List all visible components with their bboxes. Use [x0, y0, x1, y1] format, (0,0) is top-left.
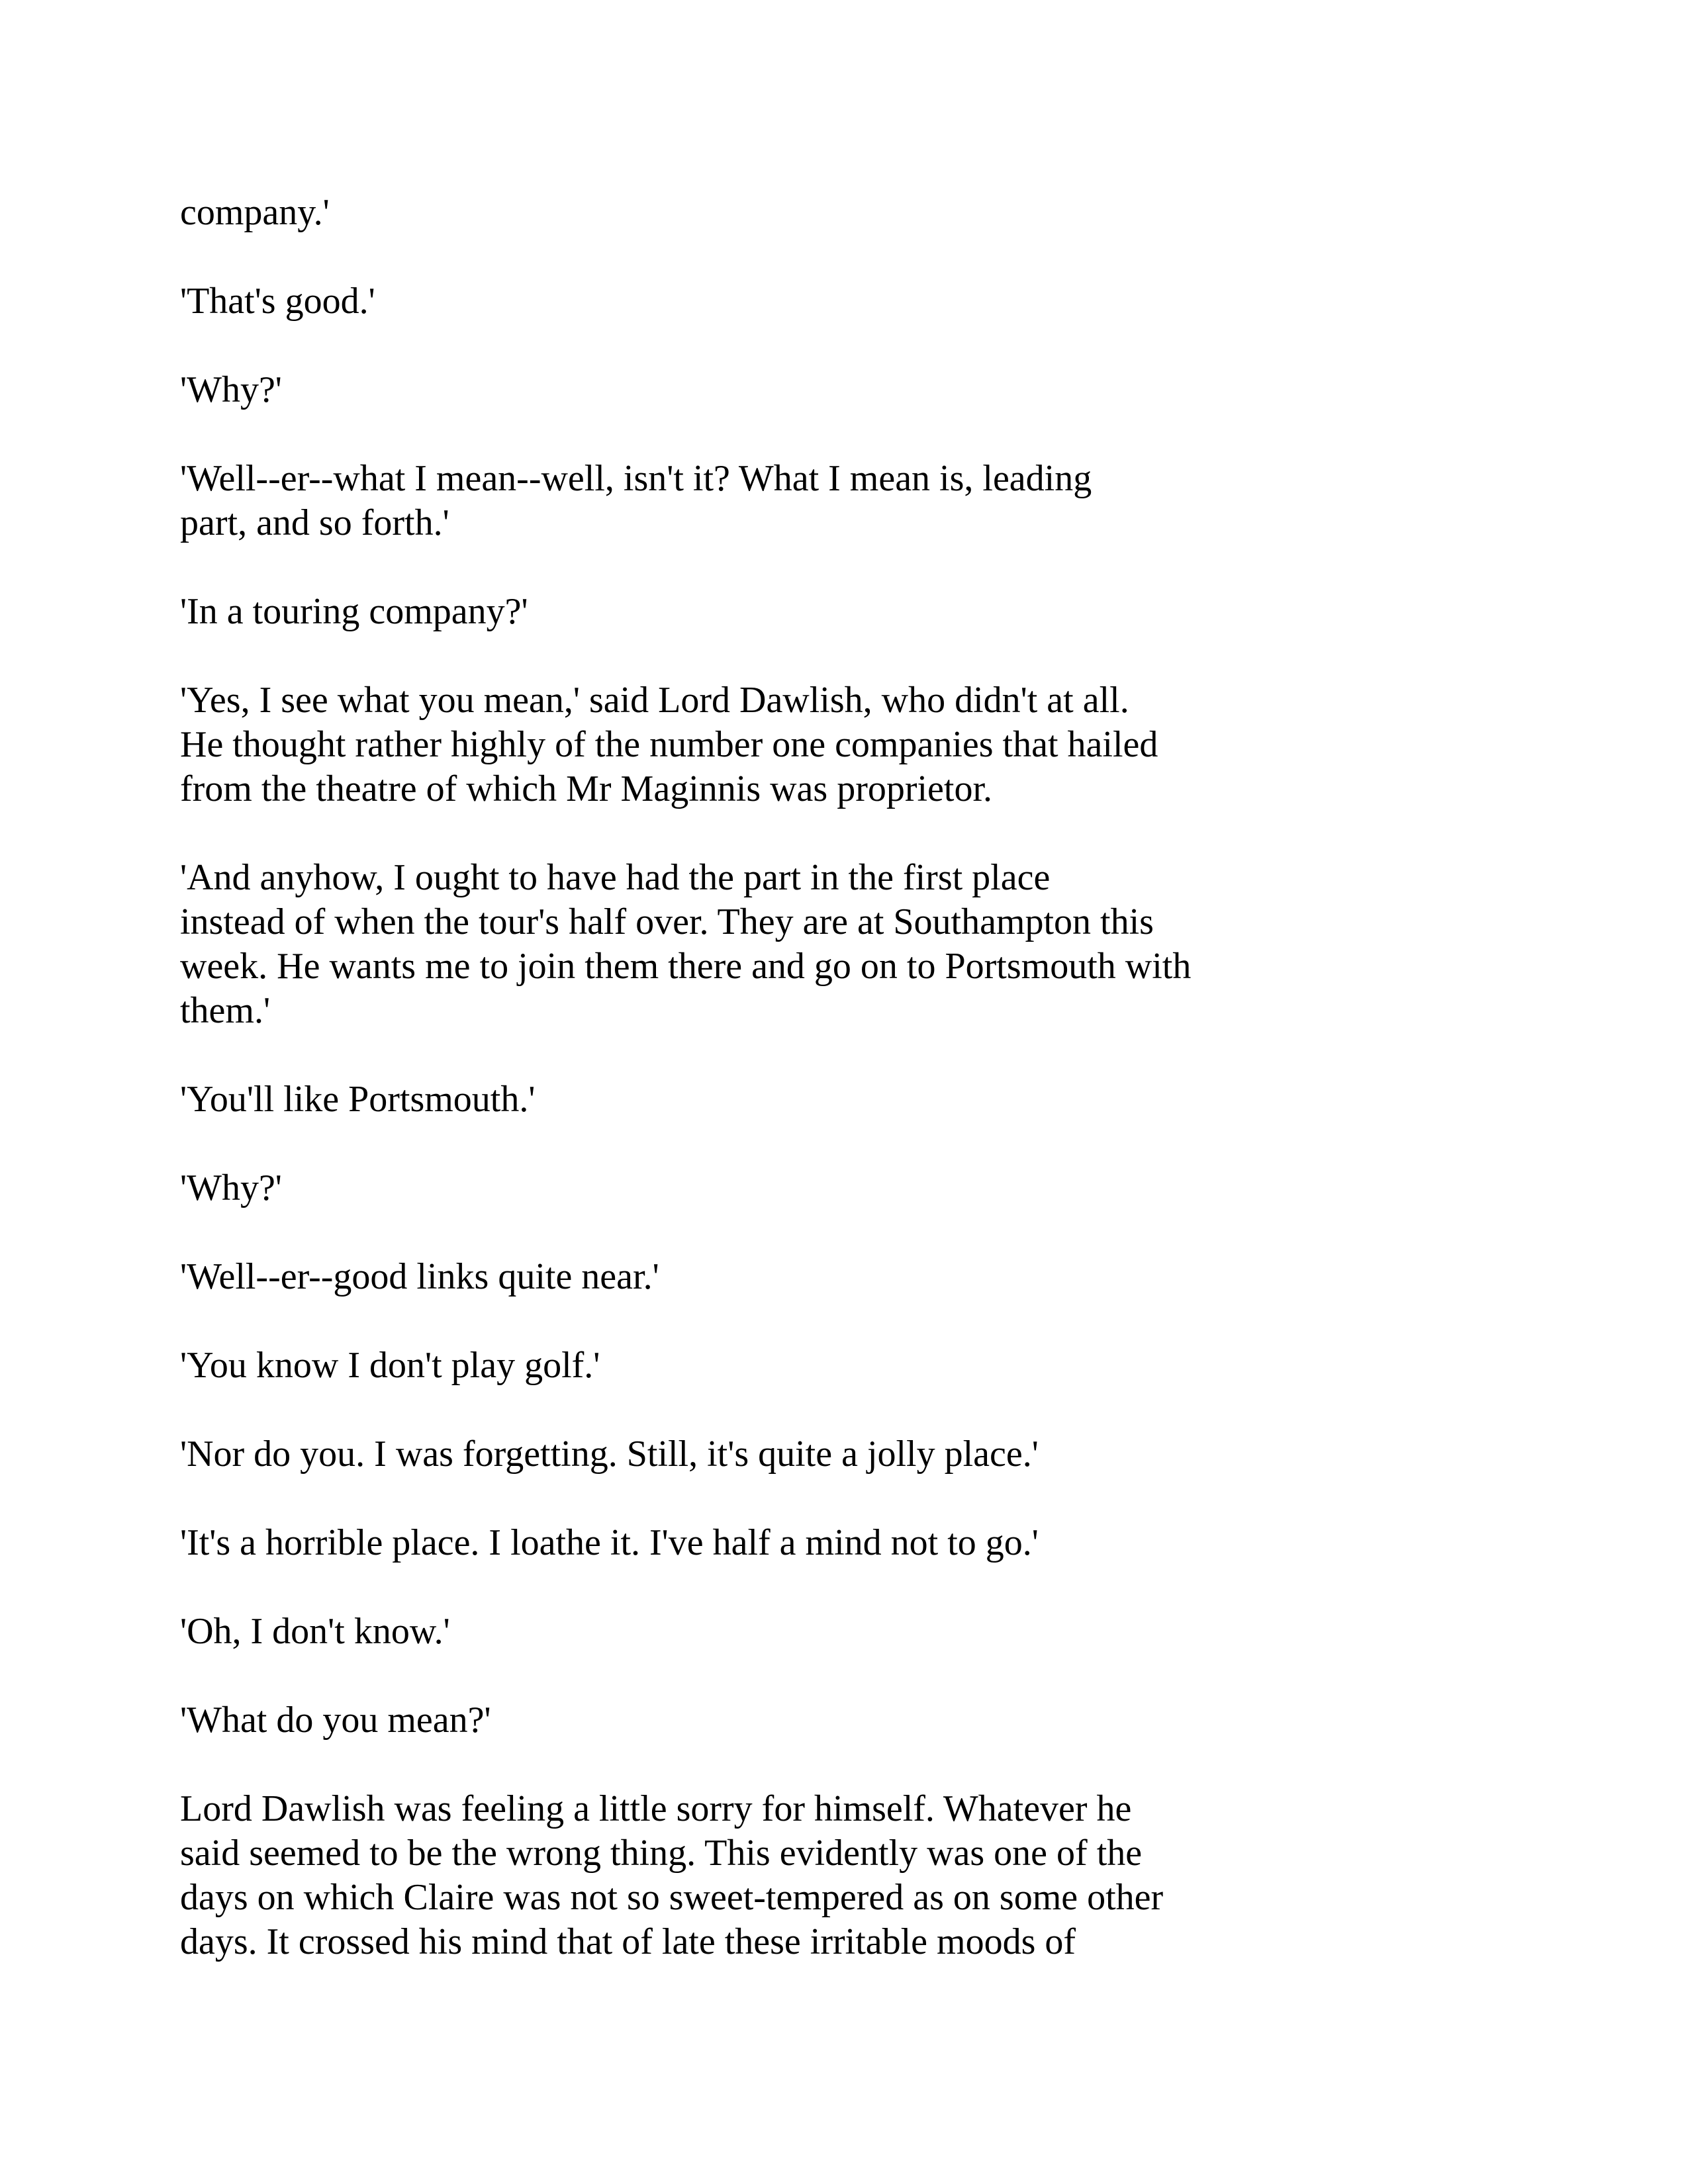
- text-line: 'It's a horrible place. I loathe it. I've half a mind not to go.': [180, 1522, 1039, 1563]
- paragraph-gap: [180, 1477, 1252, 1521]
- text-line: from the theatre of which Mr Maginnis was proprietor.: [180, 768, 993, 809]
- paragraph-gap: [180, 1033, 1252, 1077]
- text-line: 'Well--er--good links quite near.': [180, 1256, 659, 1297]
- paragraph-gap: [180, 1299, 1252, 1343]
- text-line: Lord Dawlish was feeling a little sorry for himself. Whatever he: [180, 1788, 1132, 1829]
- text-line: 'Nor do you. I was forgetting. Still, it's quite a jolly place.': [180, 1433, 1039, 1475]
- text-line: days. It crossed his mind that of late these irritable moods of: [180, 1921, 1076, 1962]
- paragraph-gap: [180, 1654, 1252, 1698]
- paragraph-gap: [180, 811, 1252, 856]
- text-line: 'Yes, I see what you mean,' said Lord Dawlish, who didn't at all.: [180, 680, 1129, 721]
- text-line: 'And anyhow, I ought to have had the part in the first place: [180, 857, 1051, 898]
- text-line: 'You know I don't play golf.': [180, 1345, 600, 1386]
- text-line: week. He wants me to join them there and go on to Portsmouth with: [180, 946, 1192, 987]
- text-line: them.': [180, 990, 271, 1031]
- text-line: 'Why?': [180, 1167, 282, 1208]
- paragraph-gap: [180, 1565, 1252, 1610]
- text-line: He thought rather highly of the number one companies that hailed: [180, 724, 1158, 765]
- text-line: instead of when the tour's half over. They are at Southampton this: [180, 901, 1154, 942]
- paragraph-gap: [180, 1210, 1252, 1255]
- text-line: 'What do you mean?': [180, 1700, 491, 1741]
- paragraph-gap: [180, 1743, 1252, 1787]
- text-line: 'You'll like Portsmouth.': [180, 1079, 536, 1120]
- paragraph-gap: [180, 1388, 1252, 1432]
- text-line: company.': [180, 192, 330, 233]
- paragraph-gap: [180, 545, 1252, 590]
- body-text: [180, 191, 1252, 1964]
- text-line: 'Well--er--what I mean--well, isn't it? What I mean is, leading: [180, 458, 1092, 499]
- text-line: said seemed to be the wrong thing. This evidently was one of the: [180, 1833, 1143, 1874]
- paragraph-gap: [180, 1122, 1252, 1166]
- paragraph-gap: [180, 634, 1252, 678]
- text-line: 'Oh, I don't know.': [180, 1611, 450, 1652]
- text-line: part, and so forth.': [180, 502, 449, 543]
- paragraph-gap: [180, 412, 1252, 457]
- paragraph-gap: [180, 235, 1252, 279]
- text-line: 'In a touring company?': [180, 591, 528, 632]
- text-line: days on which Claire was not so sweet-tempered as on some other: [180, 1877, 1164, 1918]
- text-line: 'Why?': [180, 369, 282, 410]
- text-line: 'That's good.': [180, 281, 375, 322]
- paragraph-gap: [180, 324, 1252, 368]
